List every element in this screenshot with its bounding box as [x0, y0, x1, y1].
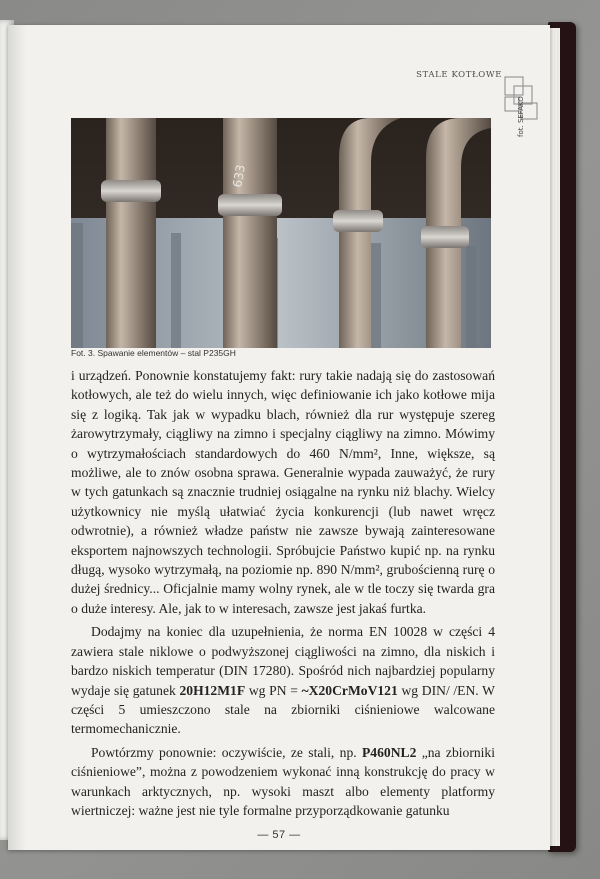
book-page: [8, 25, 550, 850]
steel-grade-20h12m1f: 20H12M1F: [179, 682, 246, 698]
paragraph-2: Dodajmy na koniec dla uzupełnienia, że norma EN 10028 w części 4 zawiera stale niklowe o podwyższonej ciągliwości na zimno, dla niskich i bardzo niskich temperatur (DIN 17280). Spośród nich najbardziej popularny wydaje się gatunek 20H12M1F wg PN = ~X20CrMoV121 wg DIN/ /EN. W części 5 umieszczono stale na zbiorniki ciśnieniowe walcowane termomechanicznie.: [71, 624, 495, 737]
running-header: STALE KOTŁOWE: [416, 70, 502, 80]
photo-credit: fot. SEFAKO: [517, 96, 525, 137]
paragraph-1: i urządzeń. Ponownie konstatujemy fakt: rury takie nadają się do zastosowań kotłowych, ale też do wielu innych, więc definiowanie ich jako kotłowe mija się z logiką. Tak jak w wypadku blach, również dla rur występuje szereg żarowytrzymały, ciągliwy na zimno i specjalny ciągliwy na zimno. Mówimy o wytrzymałościach standardowych do 460 N/mm², Inne, większe, są możliwe, ale to znów osobna sprawa. Generalnie wypada zauważyć, że rury w tych gatunkach są znacznie trudniej osiągalne na rynku niż blachy. Wielcy użytkownicy nie myślą ułatwiać życia konkurencji (lub nawet wręcz odwrotnie), a również władze państw nie zawsze bywają zainteresowane eksportem najnowszych technologii. Spróbujcie Państwo kupić np. na rynku długą, wysoko wytrzymałą, na poziomie np. 890 N/mm², grubościenną rurę o dużej średnicy... Oficjalnie mamy wolny rynek, ale w tle toczy się twarda gra o duże interesy. Ale, jak to w interesach, zawsze jest jakaś furtka.: [71, 368, 495, 616]
tube-marking: 633: [230, 163, 248, 189]
article-body: [71, 366, 495, 820]
photo-caption: Fot. 3. Spawanie elementów – stal P235GH: [71, 348, 236, 358]
page-number: — 57 —: [257, 829, 301, 841]
paragraph-3: Powtórzmy ponownie: oczywiście, ze stali, np. P460NL2 „na zbiorniki ciśnieniowe”, można z powodzeniem wykonać inną konstrukcję do pracy w warunkach arktycznych, np. wysoki maszt albo elementy platformy wiertniczej: ważne jest nie tyle formalne przyporządkowanie gatunku: [71, 744, 495, 818]
steel-grade-x20crmov121: ~X20CrMoV121: [301, 682, 398, 698]
steel-grade-p460nl2: P460NL2: [362, 744, 417, 760]
photo-welded-tubes: [71, 118, 491, 348]
